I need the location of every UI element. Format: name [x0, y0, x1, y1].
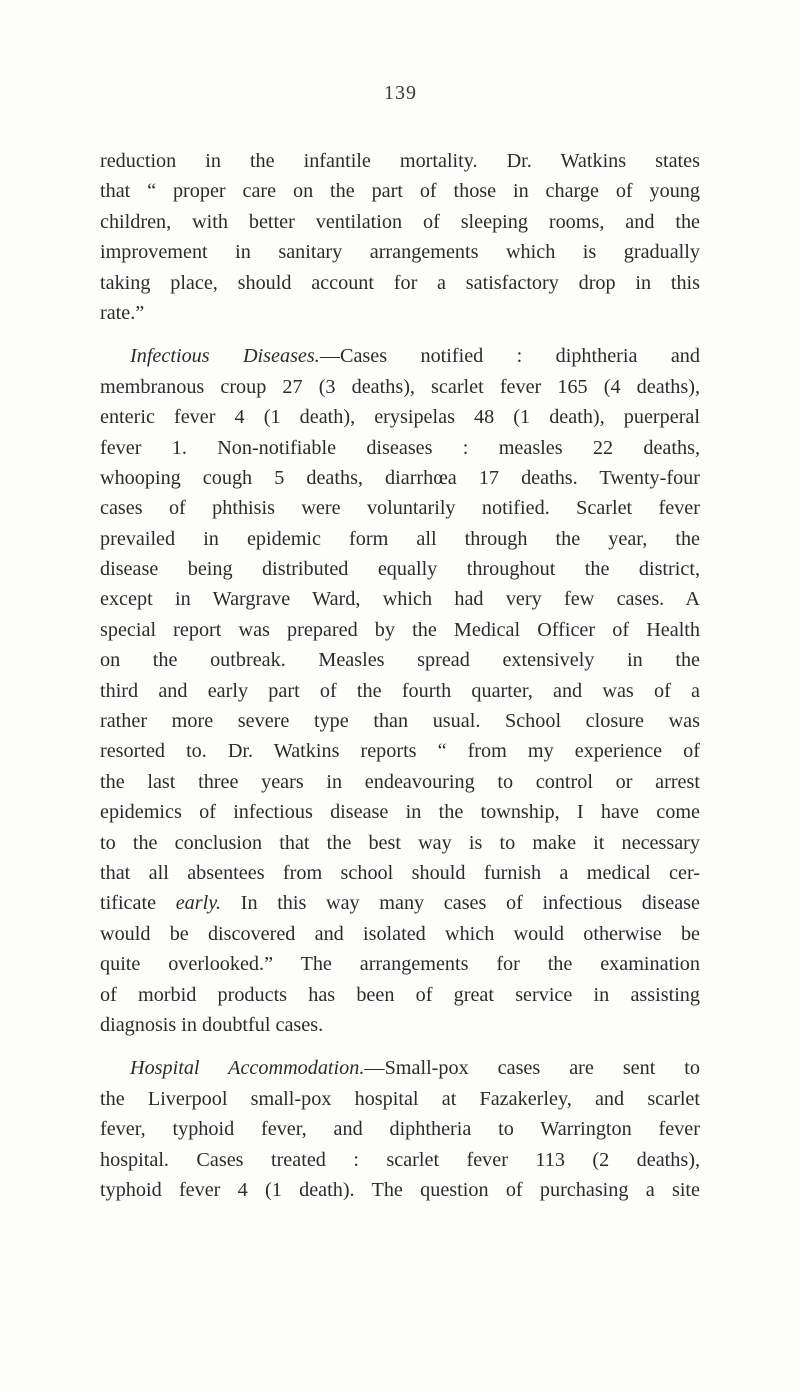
text-line: disease being distributed equally throughout the district, [100, 558, 700, 581]
text-line: diagnosis in doubtful cases. [100, 1013, 324, 1036]
emphasized-word: early. [175, 892, 222, 915]
section-heading-hospital-accommodation: Hospital Accommodation. [130, 1057, 365, 1080]
text-line: whooping cough 5 deaths, diarrhœa 17 deaths. Twenty-four [100, 466, 700, 489]
text-line: that “ proper care on the part of those in charge of young [100, 180, 700, 203]
section-heading-infectious-diseases: Infectious Diseases. [130, 345, 320, 368]
text-line: children, with better ventilation of sleeping rooms, and the [100, 210, 700, 233]
text-line: membranous croup 27 (3 deaths), scarlet fever 165 (4 deaths), [100, 375, 700, 398]
text-line: typhoid fever 4 (1 death). The question of purchasing a site [100, 1178, 700, 1201]
text-run: In this way many cases of infectious disease [221, 892, 700, 915]
page-number: 139 [384, 82, 417, 104]
text-line: except in Wargrave Ward, which had very few cases. A [100, 588, 700, 611]
text-line: special report was prepared by the Medical Officer of Health [100, 618, 700, 641]
paragraph-infectious-diseases [100, 341, 700, 1040]
text-line [100, 341, 700, 371]
text-line: fever, typhoid fever, and diphtheria to Warrington fever [100, 1118, 700, 1141]
paragraph-infantile-mortality [100, 146, 700, 328]
text-line: reduction in the infantile mortality. Dr. Watkins states [100, 150, 700, 172]
text-line: the Liverpool small-pox hospital at Fazakerley, and scarlet [100, 1087, 700, 1110]
text-line: third and early part of the fourth quarter, and was of a [100, 679, 700, 702]
text-line: of morbid products has been of great service in assisting [100, 983, 700, 1006]
text-line: that all absentees from school should furnish a medical cer- [100, 861, 700, 884]
paragraph-hospital-accommodation [100, 1053, 700, 1205]
text-line: epidemics of infectious disease in the township, I have come [100, 801, 700, 824]
text-line: improvement in sanitary arrangements which is gradually [100, 241, 700, 264]
text-line [100, 1053, 700, 1083]
text-line: cases of phthisis were voluntarily notified. Scarlet fever [100, 497, 700, 520]
text-line: the last three years in endeavouring to control or arrest [100, 770, 700, 793]
text-line: resorted to. Dr. Watkins reports “ from my experience of [100, 740, 700, 763]
text-line: rate.” [100, 301, 145, 324]
text-run: —Cases notified : diphtheria and [319, 345, 700, 368]
body-text [100, 146, 700, 1205]
text-line: fever 1. Non-notifiable diseases : measles 22 deaths, [100, 436, 700, 459]
text-line: enteric fever 4 (1 death), erysipelas 48 (1 death), puerperal [100, 406, 700, 429]
text-line: prevailed in epidemic form all through the year, the [100, 527, 700, 550]
text-line: quite overlooked.” The arrangements for the examination [100, 953, 700, 976]
text-line: hospital. Cases treated : scarlet fever 113 (2 deaths), [100, 1148, 700, 1171]
text-line [100, 888, 700, 918]
text-line: rather more severe type than usual. School closure was [100, 710, 700, 733]
text-line: to the conclusion that the best way is to make it necessary [100, 831, 700, 854]
text-run: —Small-pox cases are sent to [364, 1057, 700, 1080]
text-line: would be discovered and isolated which would otherwise be [100, 922, 700, 945]
text-line: on the outbreak. Measles spread extensively in the [100, 649, 700, 672]
text-line: taking place, should account for a satisfactory drop in this [100, 271, 700, 294]
text-run: tificate [100, 892, 176, 915]
